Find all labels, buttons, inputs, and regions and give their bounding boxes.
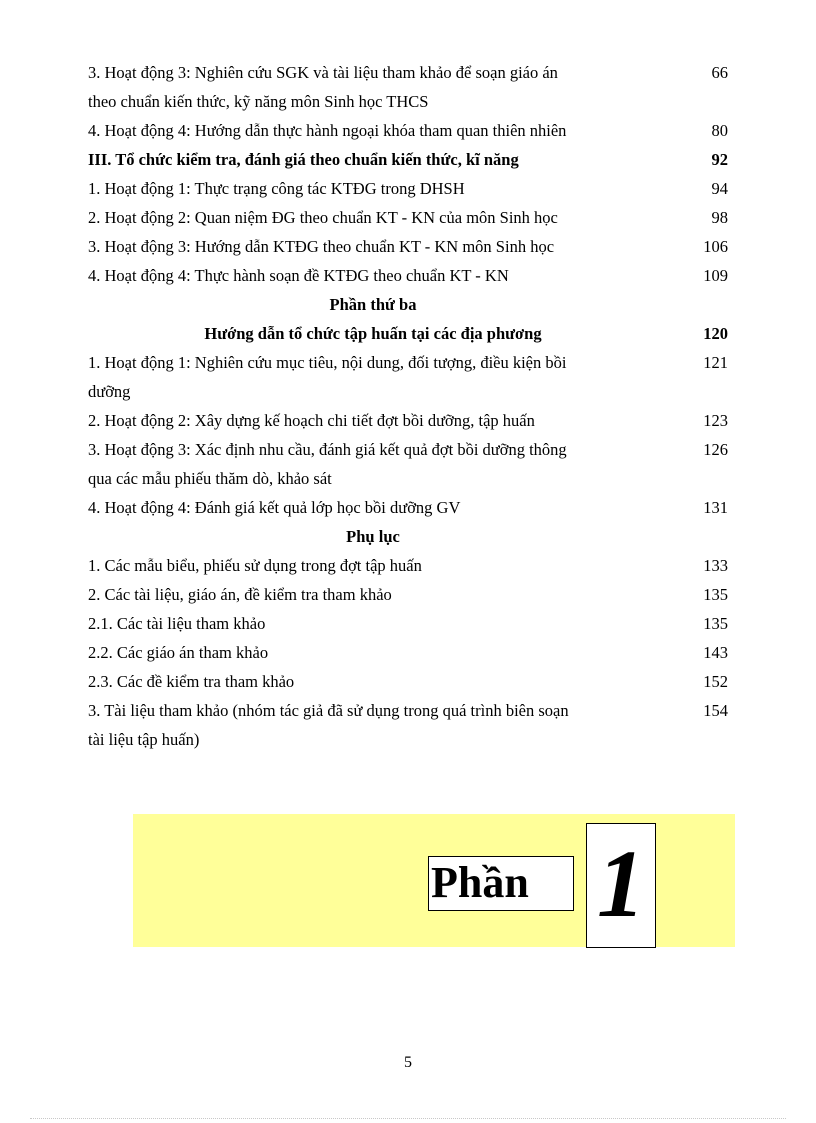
toc-entry (88, 290, 728, 319)
toc-entry (88, 116, 728, 145)
toc-entry-text: 3. Hoạt động 3: Nghiên cứu SGK và tài liệu tham khảo để soạn giáo án (88, 63, 558, 82)
toc-entry (88, 261, 728, 290)
toc-entry-text: Phần thứ ba (329, 295, 417, 314)
toc-entry-text: 3. Tài liệu tham khảo (nhóm tác giả đã sử dụng trong quá trình biên soạn (88, 701, 569, 720)
toc-entry-page (658, 522, 728, 551)
toc-entry-text: theo chuẩn kiến thức, kỹ năng môn Sinh học THCS (88, 92, 429, 111)
toc-entry-text: III. Tổ chức kiểm tra, đánh giá theo chuẩn kiến thức, kĩ năng (88, 150, 519, 169)
toc-entry-page (658, 377, 728, 406)
toc-entry-text: 3. Hoạt động 3: Hướng dẫn KTĐG theo chuẩn KT - KN môn Sinh học (88, 237, 555, 256)
toc-entry-page: 135 (703, 614, 728, 633)
toc-entry (88, 58, 728, 87)
toc-entry (88, 493, 728, 522)
toc-entry-page: 109 (703, 266, 728, 285)
toc-entry-page: 133 (703, 556, 728, 575)
toc-entry-page (658, 290, 728, 319)
toc-entry (88, 435, 728, 464)
toc-entry (88, 522, 728, 551)
toc-entry-text: 2.1. Các tài liệu tham khảo (88, 614, 266, 633)
toc-entry-text: qua các mẫu phiếu thăm dò, khảo sát (88, 469, 332, 488)
toc-entry-text: 4. Hoạt động 4: Đánh giá kết quả lớp học bồi dưỡng GV (88, 498, 461, 517)
toc-entry (88, 580, 728, 609)
toc-entry (88, 464, 728, 493)
toc-entry-text: 2.2. Các giáo án tham khảo (88, 643, 269, 662)
toc-entry-text: Phụ lục (346, 527, 400, 546)
table-of-contents (88, 58, 728, 754)
toc-entry (88, 232, 728, 261)
toc-entry-page: 131 (703, 498, 728, 517)
toc-entry (88, 667, 728, 696)
toc-entry (88, 696, 728, 725)
toc-entry-text: 1. Các mẫu biểu, phiếu sử dụng trong đợt tập huấn (88, 556, 422, 575)
toc-entry (88, 145, 728, 174)
toc-entry (88, 638, 728, 667)
toc-entry-text: Hướng dẫn tổ chức tập huấn tại các địa phương (204, 324, 542, 343)
toc-entry (88, 87, 728, 116)
toc-entry-text: 2. Hoạt động 2: Quan niệm ĐG theo chuẩn KT - KN của môn Sinh học (88, 208, 558, 227)
part-banner (133, 814, 735, 947)
toc-entry (88, 377, 728, 406)
toc-entry (88, 348, 728, 377)
toc-entry (88, 203, 728, 232)
toc-entry-page: 135 (703, 585, 728, 604)
toc-entry-page (658, 725, 728, 754)
toc-entry-text: tài liệu tập huấn) (88, 730, 200, 749)
toc-entry (88, 609, 728, 638)
part-number: 1 (586, 823, 656, 948)
toc-entry (88, 174, 728, 203)
toc-entry-text: 4. Hoạt động 4: Hướng dẫn thực hành ngoại khóa tham quan thiên nhiên (88, 121, 567, 140)
toc-entry-text: 3. Hoạt động 3: Xác định nhu cầu, đánh giá kết quả đợt bồi dưỡng thông (88, 440, 567, 459)
toc-entry-page: 121 (703, 353, 728, 372)
toc-entry-page: 66 (711, 63, 728, 82)
toc-entry (88, 319, 728, 348)
toc-entry-text: 2. Hoạt động 2: Xây dựng kế hoạch chi tiết đợt bồi dưỡng, tập huấn (88, 411, 535, 430)
toc-entry-page: 98 (711, 208, 728, 227)
toc-entry-text: dưỡng (88, 382, 131, 401)
toc-entry-page: 80 (711, 121, 728, 140)
toc-entry-text: 1. Hoạt động 1: Nghiên cứu mục tiêu, nội dung, đối tượng, điều kiện bồi (88, 353, 567, 372)
toc-entry-text: 2.3. Các đề kiểm tra tham khảo (88, 672, 295, 691)
toc-entry-page: 143 (703, 643, 728, 662)
toc-entry (88, 725, 728, 754)
toc-entry-page: 106 (703, 237, 728, 256)
toc-entry-text: 4. Hoạt động 4: Thực hành soạn đề KTĐG theo chuẩn KT - KN (88, 266, 509, 285)
page-bottom-rule (30, 1118, 786, 1119)
toc-entry-page (658, 87, 728, 116)
toc-entry-page: 94 (711, 179, 728, 198)
toc-entry-text: 2. Các tài liệu, giáo án, đề kiểm tra tham khảo (88, 585, 392, 604)
toc-entry-page: 126 (703, 440, 728, 459)
toc-entry-page (658, 464, 728, 493)
toc-entry-text: 1. Hoạt động 1: Thực trạng công tác KTĐG trong DHSH (88, 179, 465, 198)
toc-entry-page: 120 (703, 324, 728, 343)
toc-entry (88, 406, 728, 435)
page-number: 5 (404, 1054, 412, 1071)
toc-entry-page: 92 (711, 150, 728, 169)
part-word: Phần (428, 856, 574, 911)
toc-entry-page: 152 (703, 672, 728, 691)
toc-entry (88, 551, 728, 580)
toc-entry-page: 123 (703, 411, 728, 430)
toc-entry-page: 154 (703, 701, 728, 720)
